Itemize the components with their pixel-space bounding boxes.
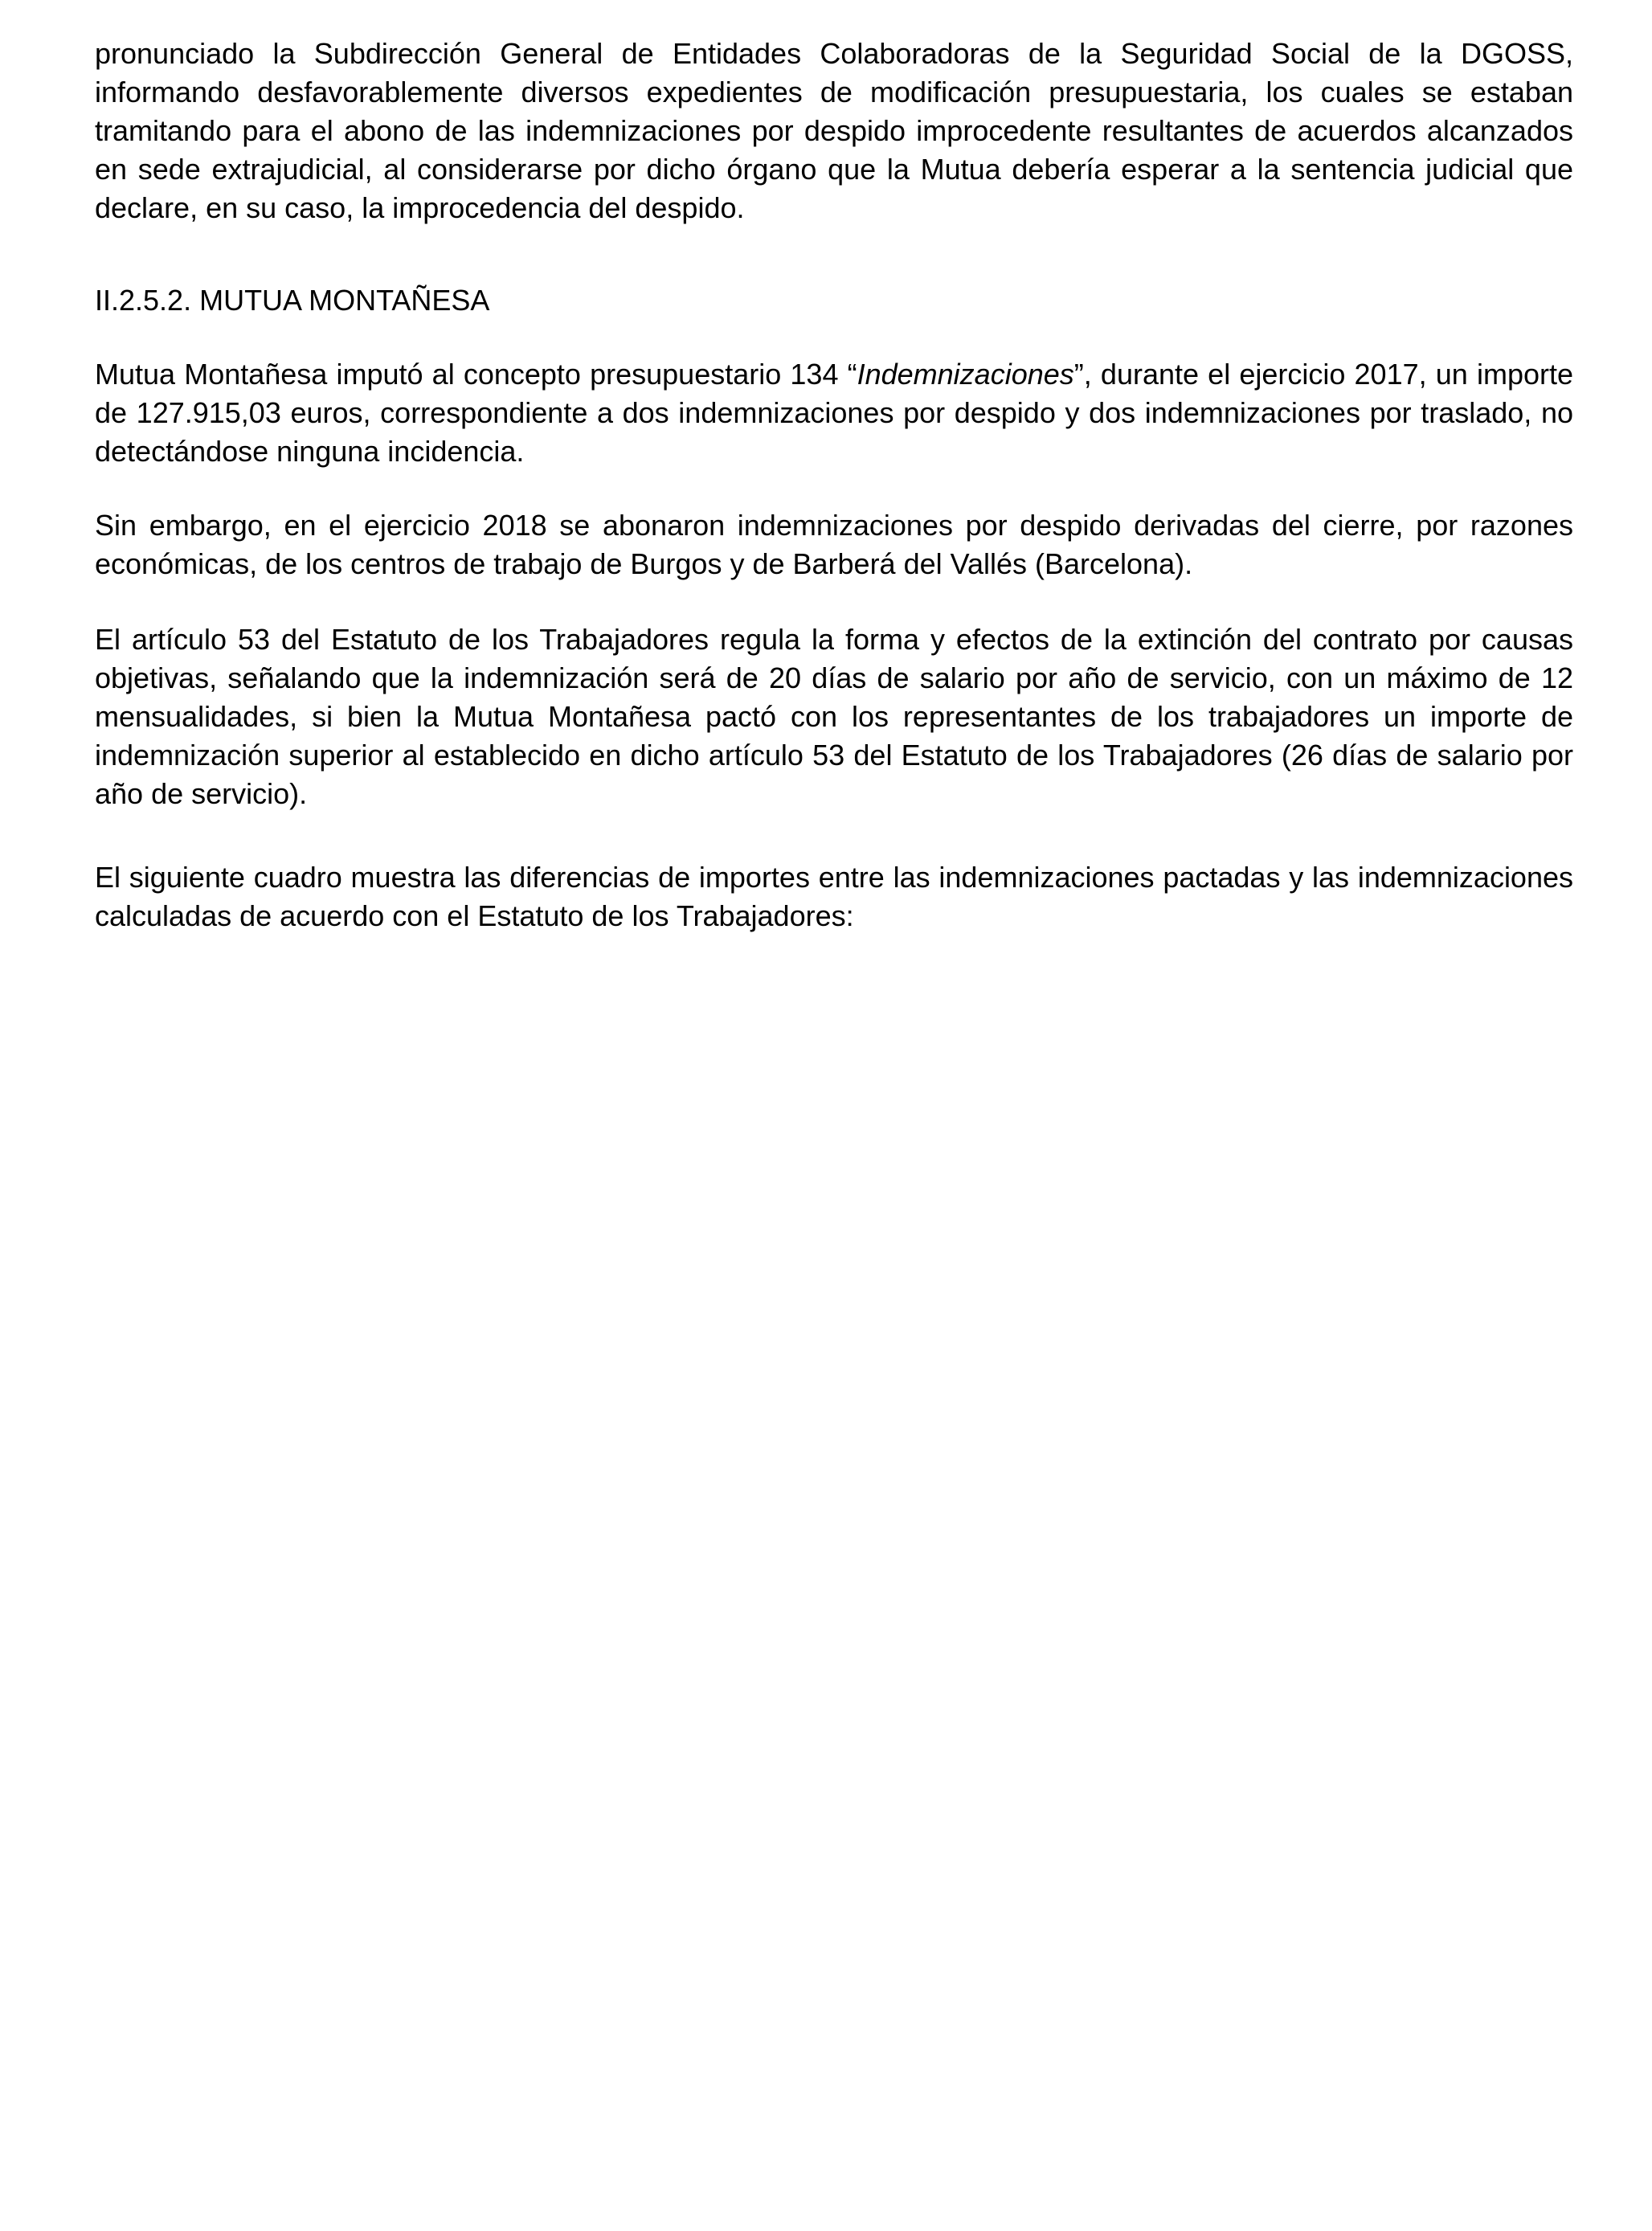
paragraph-dgoss-report: pronunciado la Subdirección General de Entidades Colaboradoras de la Seguridad Social de la DGOSS, informando desfavorablemente diversos expedientes de modificación presupuestaria, los cuales se estaban tramitando para el abono de las indemnizaciones por despido improcedente resultantes de acuerdos alcanzados en sede extrajudicial, al considerarse por dicho órgano que la Mutua debería esperar a la sentencia judicial que declare, en su caso, la improcedencia del despido. [95, 37, 1573, 224]
paragraph-cierre-centros: Sin embargo, en el ejercicio 2018 se abonaron indemnizaciones por despido derivadas del cierre, por razones económicas, de los centros de trabajo de Burgos y de Barberá del Vallés (Barcelona). [95, 509, 1573, 580]
section-heading: II.2.5.2. MUTUA MONTAÑESA [95, 284, 490, 317]
italic-term: Indemnizaciones [857, 358, 1074, 391]
paragraph-cuadro-intro: El siguiente cuadro muestra las diferencias de importes entre las indemnizaciones pactadas y las indemnizaciones calculadas de acuerdo con el Estatuto de los Trabajadores: [95, 861, 1573, 932]
paragraph-indemnizaciones-2017 [95, 355, 1573, 471]
paragraph-articulo-53: El artículo 53 del Estatuto de los Trabajadores regula la forma y efectos de la extinción del contrato por causas objetivas, señalando que la indemnización será de 20 días de salario por año de servicio, con un máximo de 12 mensualidades, si bien la Mutua Montañesa pactó con los representantes de los trabajadores un importe de indemnización superior al establecido en dicho artículo 53 del Estatuto de los Trabajadores (26 días de salario por año de servicio). [95, 623, 1573, 810]
text: Mutua Montañesa imputó al concepto presupuestario 134 “ [95, 358, 857, 391]
text: ”, durante el ejercicio 2017, un importe de 127.915,03 euros, correspondiente a dos indemnizaciones por despido y dos indemnizaciones por traslado, no detectándose ninguna incidencia. [95, 358, 1573, 468]
